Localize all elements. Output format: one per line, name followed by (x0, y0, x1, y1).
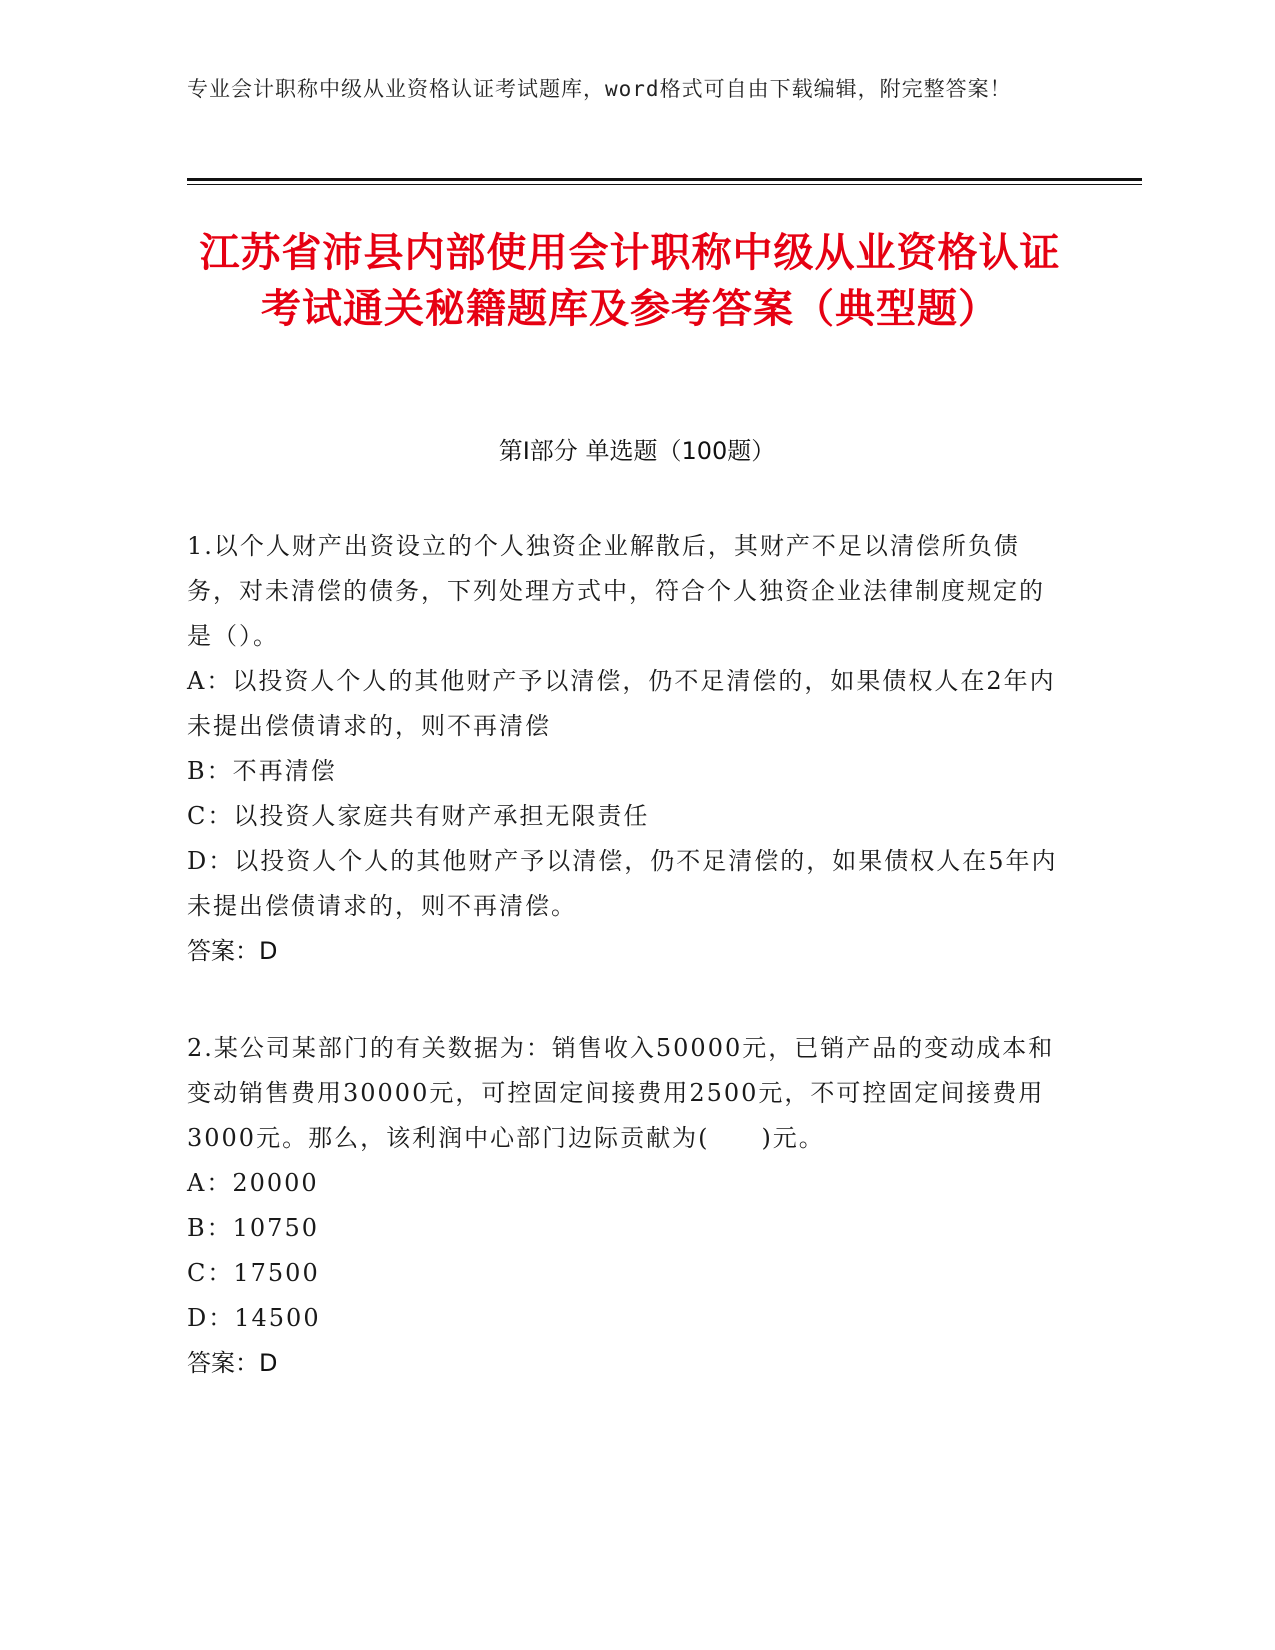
answer-line: 答案：D (187, 1349, 278, 1377)
question-2 (187, 1026, 1067, 1386)
question-stem: 1.以个人财产出资设立的个人独资企业解散后，其财产不足以清偿所负债务，对未清偿的债务，下列处理方式中，符合个人独资企业法律制度规定的是（）。 (187, 532, 1045, 650)
option-a: A：以投资人个人的其他财产予以清偿，仍不足清偿的，如果债权人在2年内未提出偿债请求的，则不再清偿 (187, 667, 1056, 740)
option-b: B：10750 (187, 1214, 319, 1242)
option-a: A：20000 (187, 1169, 319, 1197)
option-d: D：14500 (187, 1304, 321, 1332)
header-rule-thin (187, 184, 1142, 185)
option-c: C：17500 (187, 1259, 320, 1287)
question-1 (187, 524, 1067, 974)
option-b: B：不再清偿 (187, 757, 337, 785)
option-d: D：以投资人个人的其他财产予以清偿，仍不足清偿的，如果债权人在5年内未提出偿债请求的，则不再清偿。 (187, 847, 1058, 920)
document-title: 江苏省沛县内部使用会计职称中级从业资格认证考试通关秘籍题库及参考答案（典型题） (199, 230, 1061, 332)
answer-line: 答案：D (187, 937, 278, 965)
question-stem: 2.某公司某部门的有关数据为：销售收入50000元，已销产品的变动成本和变动销售费用30000元，可控固定间接费用2500元，不可控固定间接费用3000元。那么，该利润中心部门边际贡献为( )元。 (187, 1034, 1055, 1152)
section-title: 第Ⅰ部分 单选题（100题） (498, 437, 776, 465)
option-c: C：以投资人家庭共有财产承担无限责任 (187, 802, 650, 830)
header-rule-thick (187, 178, 1142, 181)
header-note: 专业会计职称中级从业资格认证考试题库，word格式可自由下载编辑，附完整答案！ (187, 77, 1012, 101)
